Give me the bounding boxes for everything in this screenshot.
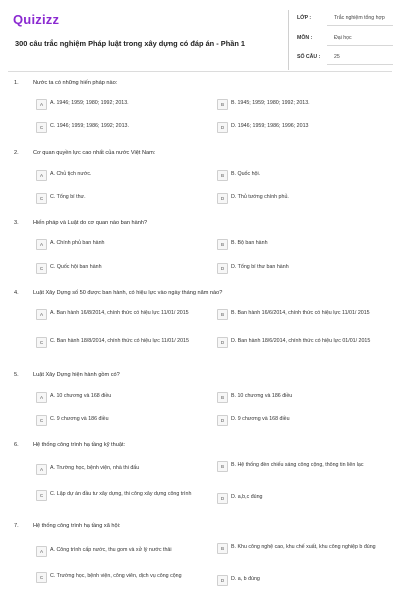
option-letter-box: D: [217, 122, 228, 133]
question-number: 7.: [14, 523, 19, 529]
question-text: Nước ta có những hiến pháp nào:: [33, 80, 118, 86]
option-letter-box: D: [217, 493, 228, 504]
question-number: 6.: [14, 442, 19, 448]
question-number: 2.: [14, 150, 19, 156]
question-text: Hệ thống công trình hạ tầng xã hội:: [33, 523, 121, 529]
question-number: 4.: [14, 290, 19, 296]
question-text: Luật Xây Dựng số 50 được ban hành, có hiệu lực vào ngày tháng năm nào?: [33, 290, 223, 296]
option-text: D. 9 chương và 168 điều: [231, 416, 290, 422]
info-row-class: [297, 12, 393, 26]
info-row-subject: [297, 32, 393, 46]
option-letter-box: C: [36, 415, 47, 426]
option-letter-box: B: [217, 543, 228, 554]
option-letter-box: A: [36, 99, 47, 110]
option-letter-box: B: [217, 239, 228, 250]
option-text: D. 1946; 1959; 1986; 1996; 2013: [231, 123, 309, 129]
option-text: D. a,b,c đúng: [231, 494, 263, 500]
question-number: 3.: [14, 220, 19, 226]
option-text: C. Trường học, bệnh viện, công viên, dịch vụ công cộng: [50, 573, 182, 579]
option-text: B. 1945; 1959; 1980; 1992; 2013.: [231, 100, 310, 106]
question-text: Luật Xây Dựng hiện hành gồm có?: [33, 372, 120, 378]
option-text: C. Tổng bí thư.: [50, 194, 86, 200]
option-text: C. Ban hành 18/8/2014, chính thức có hiệu lực 11/01/ 2015: [50, 338, 189, 344]
option-letter-box: A: [36, 239, 47, 250]
option-text: C. 9 chương và 186 điều: [50, 416, 109, 422]
info-value: Trắc nghiệm tổng hợp: [334, 15, 385, 21]
question-number: 1.: [14, 80, 19, 86]
option-letter-box: B: [217, 392, 228, 403]
option-text: A. Công trình cấp nước, thu gom và xử lý nước thải: [50, 547, 172, 553]
option-text: A. 1946; 1959; 1980; 1992; 2013.: [50, 100, 129, 106]
option-text: C. Lập dự án đầu tư xây dựng, thi công xây dựng công trình: [50, 491, 192, 497]
option-text: A. Ban hành 16/8/2014, chính thức có hiệu lực 11/01/ 2015: [50, 310, 189, 316]
option-letter-box: D: [217, 193, 228, 204]
option-text: A. 10 chương và 168 điều: [50, 393, 112, 399]
info-value: 25: [334, 54, 340, 60]
option-letter-box: D: [217, 263, 228, 274]
option-text: A. Chủ tịch nước.: [50, 171, 92, 177]
option-text: C. Quốc hội ban hành: [50, 264, 102, 270]
quizizz-logo: Quizizz: [13, 12, 60, 27]
option-text: D. Tổng bí thư ban hành: [231, 264, 289, 270]
info-value: Đại học: [334, 35, 352, 41]
header-divider: [8, 71, 392, 72]
option-letter-box: C: [36, 337, 47, 348]
info-underline: [327, 25, 393, 26]
option-letter-box: C: [36, 263, 47, 274]
option-text: D. Thủ tướng chính phủ.: [231, 194, 289, 200]
option-text: B. Bộ ban hành: [231, 240, 268, 246]
option-letter-box: A: [36, 546, 47, 557]
option-text: B. Quốc hội.: [231, 171, 261, 177]
info-underline: [327, 45, 393, 46]
worksheet-header: [10, 10, 390, 70]
info-key: LỚP :: [297, 15, 312, 21]
option-text: B. Khu công nghệ cao, khu chế xuất, khu công nghiệp b đúng: [231, 544, 376, 550]
info-panel: [288, 10, 393, 70]
option-letter-box: C: [36, 490, 47, 501]
option-letter-box: D: [217, 337, 228, 348]
info-row-count: [297, 51, 393, 65]
option-text: B. Hệ thống đèn chiếu sáng công cộng, thông tin liên lạc: [231, 462, 364, 468]
info-key: MÔN :: [297, 35, 313, 41]
info-underline: [327, 64, 393, 65]
question-text: Hệ thống công trình hạ tầng kỹ thuật:: [33, 442, 126, 448]
info-key: SỐ CÂU :: [297, 54, 321, 60]
option-letter-box: B: [217, 170, 228, 181]
option-text: A. Chính phủ ban hành: [50, 240, 105, 246]
page-title: 300 câu trắc nghiệm Pháp luật trong xây dựng có đáp án - Phần 1: [15, 39, 245, 48]
option-letter-box: C: [36, 122, 47, 133]
option-letter-box: C: [36, 572, 47, 583]
option-letter-box: D: [217, 575, 228, 586]
option-text: C. 1946; 1959; 1986; 1992; 2013.: [50, 123, 129, 129]
option-text: A. Trường học, bệnh viện, nhà thi đấu: [50, 465, 140, 471]
option-letter-box: D: [217, 415, 228, 426]
option-letter-box: A: [36, 392, 47, 403]
option-text: B. Ban hành 16/6/2014, chính thức có hiệu lực 11/01/ 2015: [231, 310, 370, 316]
question-number: 5.: [14, 372, 19, 378]
option-letter-box: C: [36, 193, 47, 204]
option-letter-box: A: [36, 170, 47, 181]
question-text: Hiến pháp và Luật do cơ quan nào ban hành?: [33, 220, 148, 226]
option-letter-box: B: [217, 461, 228, 472]
option-letter-box: A: [36, 464, 47, 475]
question-text: Cơ quan quyền lực cao nhất của nước Việt Nam:: [33, 150, 156, 156]
option-letter-box: B: [217, 309, 228, 320]
option-text: D. a, b đúng: [231, 576, 260, 582]
option-text: D. Ban hành 18/6/2014, chính thức có hiệu lực 01/01/ 2015: [231, 338, 371, 344]
option-text: B. 10 chương và 186 điều: [231, 393, 293, 399]
option-letter-box: A: [36, 309, 47, 320]
option-letter-box: B: [217, 99, 228, 110]
